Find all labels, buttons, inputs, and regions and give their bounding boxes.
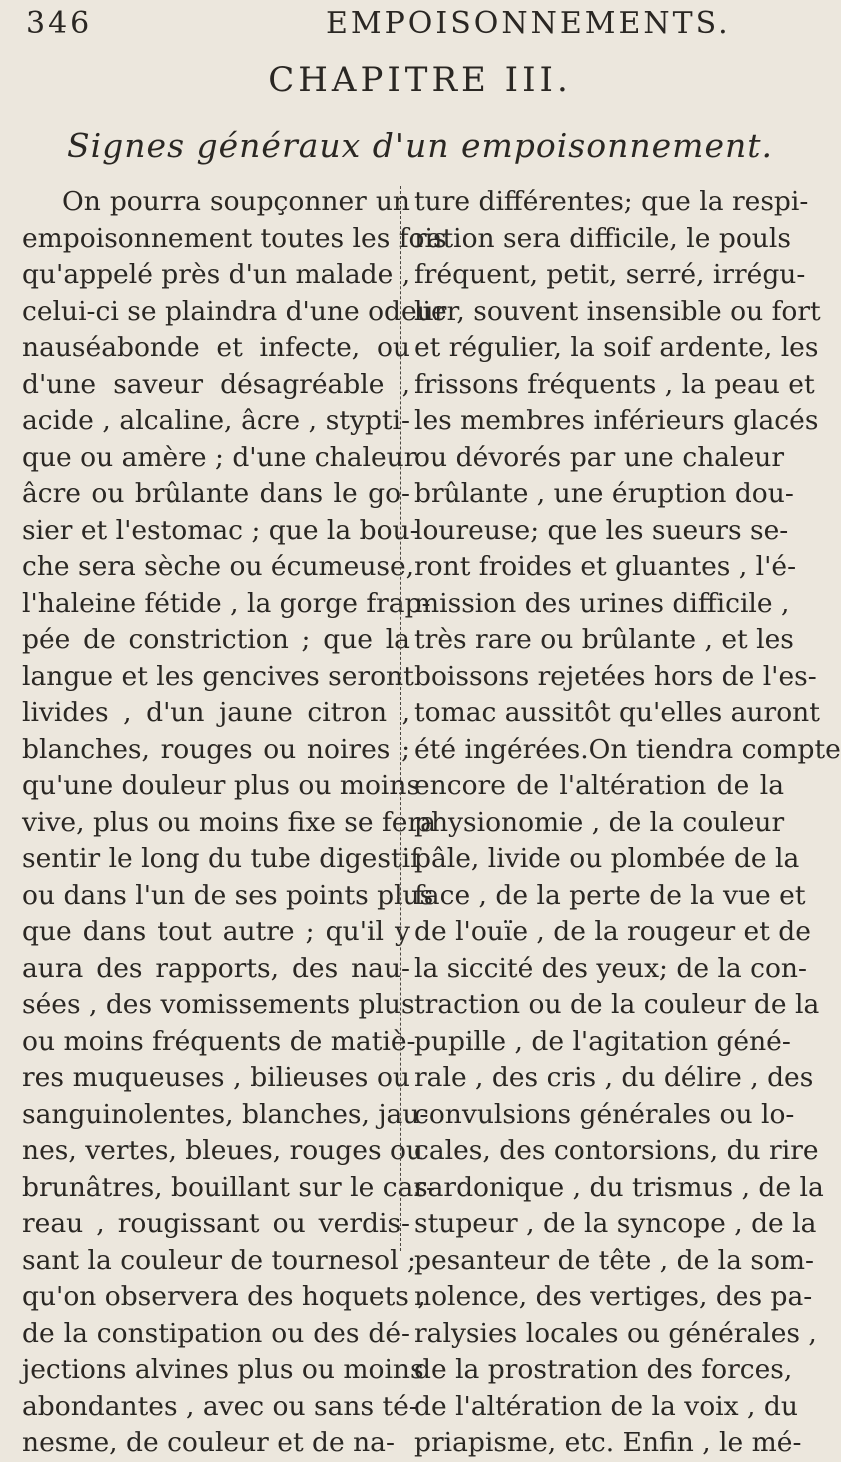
text-line: nolence, des vertiges, des pa- <box>414 1281 813 1312</box>
text-line: jections alvines plus ou moins <box>22 1354 424 1385</box>
text-line: convulsions générales ou lo- <box>414 1098 795 1130</box>
text-line: frissons fréquents , la peau et <box>414 368 815 400</box>
text-line: fréquent, petit, serré, irrégu- <box>414 259 806 290</box>
text-line: pâle, livide ou plombée de la <box>414 843 800 874</box>
text-line: stupeur , de la syncope , de la <box>414 1208 817 1239</box>
text-line: qu'on observera des hoquets , <box>22 1281 426 1312</box>
text-line: mission des urines difficile , <box>414 587 790 619</box>
text-line: sier et l'estomac ; que la bou- <box>22 514 419 546</box>
text-line: face , de la perte de la vue et <box>414 879 806 911</box>
text-line: abondantes , avec ou sans té- <box>22 1390 418 1422</box>
text-line: âcre ou brûlante dans le go- <box>22 478 410 509</box>
text-line: aura des rapports, des nau- <box>22 952 410 984</box>
text-line: physionomie , de la couleur <box>414 806 785 838</box>
text-line: ou dans l'un de ses points plus <box>22 879 434 911</box>
text-line: que ou amère ; d'une chaleur <box>22 441 417 473</box>
text-line: ou moins fréquents de matiè- <box>22 1025 416 1057</box>
text-line: tomac aussitôt qu'elles auront <box>414 697 820 728</box>
text-line: ture différentes; que la respi- <box>414 186 809 217</box>
text-line: brunâtres, bouillant sur le car- <box>22 1171 435 1203</box>
text-line: lier, souvent insensible ou fort <box>414 295 821 327</box>
text-line: de l'altération de la voix , du <box>414 1390 798 1422</box>
text-line: ralysies locales ou générales , <box>414 1317 817 1349</box>
text-line: qu'appelé près d'un malade , <box>22 259 411 290</box>
text-line: blanches, rouges ou noires ; <box>22 733 410 765</box>
column-divider <box>400 186 401 1251</box>
text-line: traction ou de la couleur de la <box>414 989 820 1020</box>
left-column <box>22 184 447 1462</box>
text-line: sentir le long du tube digestif <box>22 843 420 874</box>
text-line: cales, des contorsions, du rire <box>414 1135 819 1166</box>
text-line: très rare ou brûlante , et les <box>414 624 794 655</box>
text-line: les membres inférieurs glacés <box>414 405 819 436</box>
text-line: sées , des vomissements plus <box>22 989 415 1020</box>
text-line: ration sera difficile, le pouls <box>414 222 791 254</box>
text-line: sanguinolentes, blanches, jau- <box>22 1098 429 1130</box>
text-line: d'une saveur désagréable , <box>22 368 410 400</box>
text-line: encore de l'altération de la <box>414 770 784 801</box>
text-line: la siccité des yeux; de la con- <box>414 952 807 984</box>
text-line: ront froides et gluantes , l'é- <box>414 551 797 582</box>
text-line: boissons rejetées hors de l'es- <box>414 660 817 692</box>
text-line: de l'ouïe , de la rougeur et de <box>414 916 811 947</box>
text-line: rale , des cris , du délire , des <box>414 1062 814 1093</box>
text-line: que dans tout autre ; qu'il y <box>22 916 410 947</box>
chapter-subtitle: Signes généraux d'un empoisonnement. <box>67 126 773 165</box>
text-line: celui-ci se plaindra d'une odeur <box>22 295 447 327</box>
text-line: livides , d'un jaune citron , <box>22 697 410 728</box>
text-line: reau , rougissant ou verdis- <box>22 1208 410 1239</box>
text-line: nauséabonde et infecte, ou <box>22 332 410 363</box>
chapter-heading: CHAPITRE III. <box>268 60 572 100</box>
text-line: pée de constriction ; que la <box>22 624 410 655</box>
page-number: 346 <box>26 6 93 41</box>
text-line: qu'une douleur plus ou moins <box>22 770 421 801</box>
text-line: sardonique , du trismus , de la <box>414 1171 824 1203</box>
text-line: pesanteur de tête , de la som- <box>414 1244 815 1276</box>
text-line: pupille , de l'agitation géné- <box>414 1025 791 1057</box>
text-line: acide , alcaline, âcre , stypti- <box>22 405 410 436</box>
text-line: sant la couleur de tournesol ; <box>22 1244 416 1276</box>
text-line: On pourra soupçonner un <box>62 186 410 217</box>
text-line: langue et les gencives seront <box>22 660 414 692</box>
text-line: de la constipation ou des dé- <box>22 1317 410 1349</box>
text-line: de la prostration des forces, <box>414 1354 793 1385</box>
text-line: nes, vertes, bleues, rouges ou <box>22 1135 423 1166</box>
text-line: che sera sèche ou écumeuse, <box>22 551 415 582</box>
text-line: ou dévorés par une chaleur <box>414 441 784 473</box>
right-column <box>414 184 841 1462</box>
text-line: loureuse; que les sueurs se- <box>414 514 789 546</box>
text-line: nesme, de couleur et de na- <box>22 1427 395 1458</box>
running-title: EMPOISONNEMENTS. <box>326 6 731 41</box>
text-line: res muqueuses , bilieuses ou <box>22 1062 410 1093</box>
text-line: empoisonnement toutes les fois <box>22 222 447 254</box>
text-line: brûlante , une éruption dou- <box>414 478 794 509</box>
text-line: l'haleine fétide , la gorge frap- <box>22 587 431 619</box>
text-line: et régulier, la soif ardente, les <box>414 332 819 363</box>
text-line: vive, plus ou moins fixe se fera <box>22 806 436 838</box>
running-head <box>26 6 780 56</box>
text-line: priapisme, etc. Enfin , le mé- <box>414 1427 802 1458</box>
text-line: été ingérées.On tiendra compte <box>414 733 841 765</box>
